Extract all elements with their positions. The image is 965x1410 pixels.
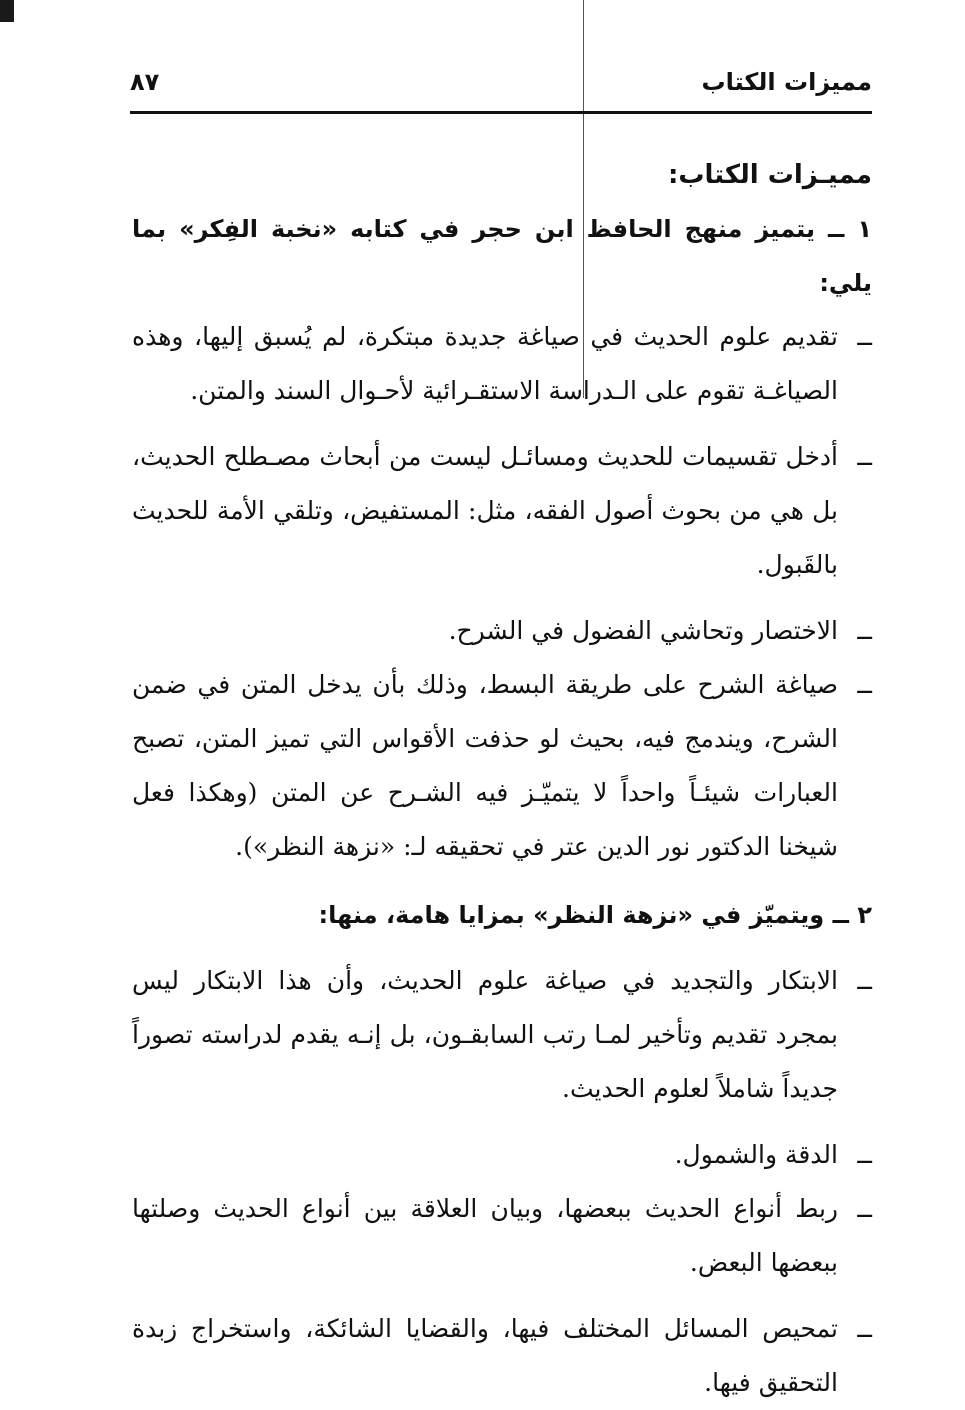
numbered-point-1: ١ ــ يتميز منهج الحافظ ابن حجر في كتابه «نخبة الفِكر» بما يلي:: [132, 215, 872, 297]
list-item: [132, 310, 872, 418]
section-heading: مميـزات الكتاب:: [668, 160, 872, 190]
scan-corner-mark: [0, 0, 14, 22]
list-item: [132, 1302, 872, 1410]
list-item: [132, 954, 872, 1116]
list-item-text: صياغة الشرح على طريقة البسط، وذلك بأن يدخل المتن في ضمن الشرح، ويندمج فيه، بحيث لو حذفت الأقواس التي تميز المتن، تصبح العبارات شيئـاً واحداً لا يتميّـز فيه الشـرح عن المتن (وهكذا فعل شيخنا الدكتور نور الدين عتر في تحقيقه لـ: «نزهة النظر»).: [132, 670, 838, 861]
page-body: [132, 140, 872, 1410]
dash-bullet: ــ: [857, 1140, 872, 1169]
list-item-text: تمحيص المسائل المختلف فيها، والقضايا الشائكة، واستخراج زبدة التحقيق فيها.: [132, 1314, 838, 1397]
list-item: [132, 1182, 872, 1290]
list-item-text: الابتكار والتجديد في صياغة علوم الحديث، وأن هذا الابتكار ليس بمجرد تقديم وتأخير لمـا رتب السابقـون، بل إنـه يقدم لدراسته تصوراً جديداً شاملاً لعلوم الحديث.: [132, 966, 838, 1103]
dash-bullet: ــ: [857, 616, 872, 645]
list-item-text: الدقة والشمول.: [674, 1140, 838, 1169]
list-item-text: تقديم علوم الحديث في صياغة جديدة مبتكرة، لم يُسبق إليها، وهذه الصياغـة تقوم على الـدراسة الاستقـرائية لأحـوال السند والمتن.: [132, 322, 838, 405]
list-item: [132, 658, 872, 874]
dash-bullet: ــ: [857, 670, 872, 699]
list-item-text: ربط أنواع الحديث ببعضها، وبيان العلاقة بين أنواع الحديث وصلتها ببعضها البعض.: [132, 1194, 838, 1277]
list-item: [132, 604, 872, 658]
list-item: [132, 430, 872, 592]
dash-bullet: ــ: [857, 442, 872, 471]
list-item: [132, 1128, 872, 1182]
dash-bullet: ــ: [857, 1194, 872, 1223]
dash-bullet: ــ: [857, 1314, 872, 1343]
numbered-point-2: ٢ ــ ويتميّز في «نزهة النظر» بمزايا هامة، منها:: [318, 901, 872, 929]
page-number: ٨٧: [130, 68, 160, 96]
list-item-text: الاختصار وتحاشي الفضول في الشرح.: [448, 616, 838, 645]
running-title: مميزات الكتاب: [701, 68, 872, 96]
dash-bullet: ــ: [857, 322, 872, 351]
list-item-text: أدخل تقسيمات للحديث ومسائـل ليست من أبحاث مصـطلح الحديث، بل هي من بحوث أصول الفقه، مثل: المستفيض، وتلقي الأمة للحديث بالقَبول.: [132, 442, 838, 579]
dash-bullet: ــ: [857, 966, 872, 995]
header-rule: [130, 111, 872, 114]
page-header: [130, 62, 872, 102]
